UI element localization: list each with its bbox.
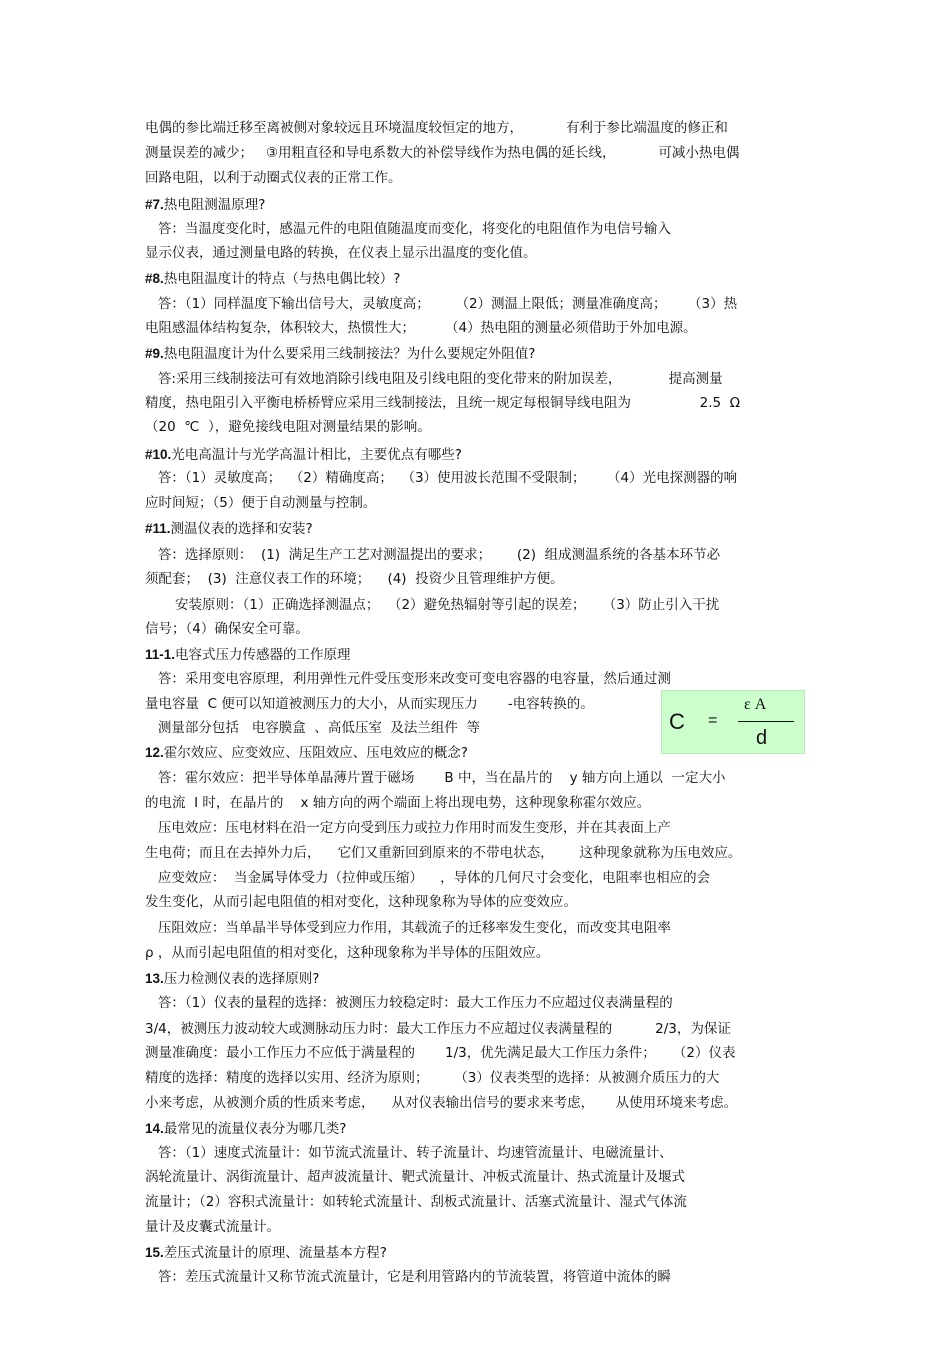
formula-equals: = xyxy=(708,712,718,729)
text-line: 回路电阻，以利于动圈式仪表的正常工作。 xyxy=(145,170,402,186)
question-text: 热电阻测温原理? xyxy=(163,197,266,213)
question-heading-8 xyxy=(145,270,400,288)
text-line: 安装原则：（1）正确选择测温点； （2）避免热辐射等引起的误差； （3）防止引入干扰 xyxy=(145,597,720,613)
text-line: 答：差压式流量计又称节流式流量计，它是利用管路内的节流装置，将管道中流体的瞬 xyxy=(145,1269,671,1285)
question-heading-15 xyxy=(145,1244,387,1262)
question-heading-11-1 xyxy=(145,646,351,664)
text-line: 电偶的参比端迁移至离被侧对象较远且环境温度较恒定的地方， 有利于参比端温度的修正和 xyxy=(145,120,728,136)
question-heading-13 xyxy=(145,970,319,988)
text-line: 的电流 I 时，在晶片的 x 轴方向的两个端面上将出现电势，这种现象称霍尔效应。 xyxy=(145,795,651,811)
text-line: ρ ，从而引起电阻值的相对变化，这种现象称为半导体的压阻效应。 xyxy=(145,945,550,961)
question-number: 15. xyxy=(145,1245,164,1260)
text-line: 测量部分包括 电容膜盒 、高低压室 及法兰组件 等 xyxy=(145,720,480,736)
question-text: 压力检测仪表的选择原则? xyxy=(163,971,320,987)
question-heading-11 xyxy=(145,520,313,538)
question-text: 光电高温计与光学高温计相比，主要优点有哪些? xyxy=(171,447,462,463)
text-line: 发生变化，从而引起电阻值的相对变化，这种现象称为导体的应变效应。 xyxy=(145,894,577,910)
question-heading-12 xyxy=(145,744,468,762)
text-line: 答：（1）仪表的量程的选择：被测压力较稳定时：最大工作压力不应超过仪表满量程的 xyxy=(145,995,673,1011)
question-number: 12. xyxy=(145,745,164,760)
question-number: 13. xyxy=(145,971,164,986)
text-line: 答：当温度变化时，感温元件的电阻值随温度而变化，将变化的电阻值作为电信号输入 xyxy=(145,221,671,237)
fraction-bar xyxy=(738,721,794,722)
text-line: 精度，热电阻引入平衡电桥桥臂应采用三线制接法，且统一规定每根铜导线电阻为 2.5 Ω xyxy=(145,395,741,411)
text-line: 量电容量 C 便可以知道被测压力的大小，从而实现压力 -电容转换的。 xyxy=(145,696,594,712)
text-line: 涡轮流量计、涡街流量计、超声波流量计、靶式流量计、冲板式流量计、热式流量计及堰式 xyxy=(145,1169,685,1185)
formula-denominator: d xyxy=(756,727,768,749)
text-line: 压阻效应：当单晶半导体受到应力作用，其载流子的迁移率发生变化，而改变其电阻率 xyxy=(145,920,671,936)
text-line: 应变效应： 当金属导体受力（拉伸或压缩） ，导体的几何尺寸会变化，电阻率也相应的会 xyxy=(145,870,711,886)
text-line: 应时间短；（5）便于自动测量与控制。 xyxy=(145,495,377,511)
question-heading-9 xyxy=(145,345,535,363)
text-line: 测量误差的减少； ③用粗直径和导电系数大的补偿导线作为热电偶的延长线， 可减小热电偶 xyxy=(145,145,740,161)
question-number: 14. xyxy=(145,1121,164,1136)
question-text: 差压式流量计的原理、流量基本方程? xyxy=(163,1245,387,1261)
text-line: 3/4，被测压力波动较大或测脉动压力时：最大工作压力不应超过仪表满量程的 2/3，为保证 xyxy=(145,1021,731,1037)
text-line: （20 ℃ ），避免接线电阻对测量结果的影响。 xyxy=(145,419,431,435)
text-line: 测量准确度：最小工作压力不应低于满量程的 1/3，优先满足最大工作压力条件； （2）仪表 xyxy=(145,1045,736,1061)
question-text: 霍尔效应、应变效应、压阻效应、压电效应的概念? xyxy=(163,745,468,761)
text-line: 生电荷；而且在去掉外力后， 它们又重新回到原来的不带电状态， 这种现象就称为压电效应。 xyxy=(145,845,742,861)
text-line: 压电效应：压电材料在沿一定方向受到压力或拉力作用时而发生变形，并在其表面上产 xyxy=(145,820,671,836)
question-number: #10. xyxy=(145,447,172,462)
question-text: 电容式压力传感器的工作原理 xyxy=(175,647,351,663)
text-line: 信号；（4）确保安全可靠。 xyxy=(145,621,309,637)
text-line: 须配套； (3) 注意仪表工作的环境； (4) 投资少且管理维护方便。 xyxy=(145,571,564,587)
text-line: 精度的选择：精度的选择以实用、经济为原则； （3）仪表类型的选择：从被测介质压力的大 xyxy=(145,1070,720,1086)
question-text: 热电阻温度计的特点（与热电偶比较）? xyxy=(163,271,401,287)
formula-lhs: C xyxy=(669,709,685,734)
text-line: 答：选择原则： (1) 满足生产工艺对测温提出的要求； (2) 组成测温系统的各基本环节必 xyxy=(145,547,721,563)
text-line: 量计及皮囊式流量计。 xyxy=(145,1219,280,1235)
text-line: 答:采用三线制接法可有效地消除引线电阻及引线电阻的变化带来的附加误差， 提高测量 xyxy=(145,371,723,387)
question-number: #11. xyxy=(145,521,171,536)
formula-numerator: ε A xyxy=(744,696,767,713)
question-number: #9. xyxy=(145,346,164,361)
question-heading-7 xyxy=(145,196,265,214)
text-line: 小来考虑，从被测介质的性质来考虑， 从对仪表输出信号的要求来考虑， 从使用环境来考虑。 xyxy=(145,1095,738,1111)
text-line: 电阻感温体结构复杂，体积较大，热惯性大； （4）热电阻的测量必须借助于外加电源。 xyxy=(145,320,697,336)
text-line: 流量计；（2）容积式流量计：如转轮式流量计、刮板式流量计、活塞式流量计、湿式气体流 xyxy=(145,1194,687,1210)
question-number: 11-1. xyxy=(145,647,176,662)
text-line: 显示仪表，通过测量电路的转换，在仪表上显示出温度的变化值。 xyxy=(145,245,537,261)
text-line: 答：（1）速度式流量计：如节流式流量计、转子流量计、均速管流量计、电磁流量计、 xyxy=(145,1145,673,1161)
text-line: 答：采用变电容原理，利用弹性元件受压变形来改变可变电容器的电容量，然后通过测 xyxy=(145,671,671,687)
question-heading-10 xyxy=(145,446,462,464)
question-heading-14 xyxy=(145,1120,346,1138)
question-number: #8. xyxy=(145,271,164,286)
text-line: 答：（1）同样温度下输出信号大，灵敏度高； （2）测温上限低；测量准确度高； （3）热 xyxy=(145,296,738,312)
question-number: #7. xyxy=(145,197,164,212)
text-line: 答：（1）灵敏度高； （2）精确度高； （3）使用波长范围不受限制； （4）光电探测器的响 xyxy=(145,470,738,486)
capacitance-formula xyxy=(661,690,805,754)
question-text: 测温仪表的选择和安装? xyxy=(170,521,313,537)
question-text: 最常见的流量仪表分为哪几类? xyxy=(163,1121,347,1137)
text-line: 答：霍尔效应：把半导体单晶薄片置于磁场 B 中，当在晶片的 y 轴方向上通以 一定大小 xyxy=(145,770,726,786)
question-text: 热电阻温度计为什么要采用三线制接法？为什么要规定外阻值? xyxy=(163,346,536,362)
